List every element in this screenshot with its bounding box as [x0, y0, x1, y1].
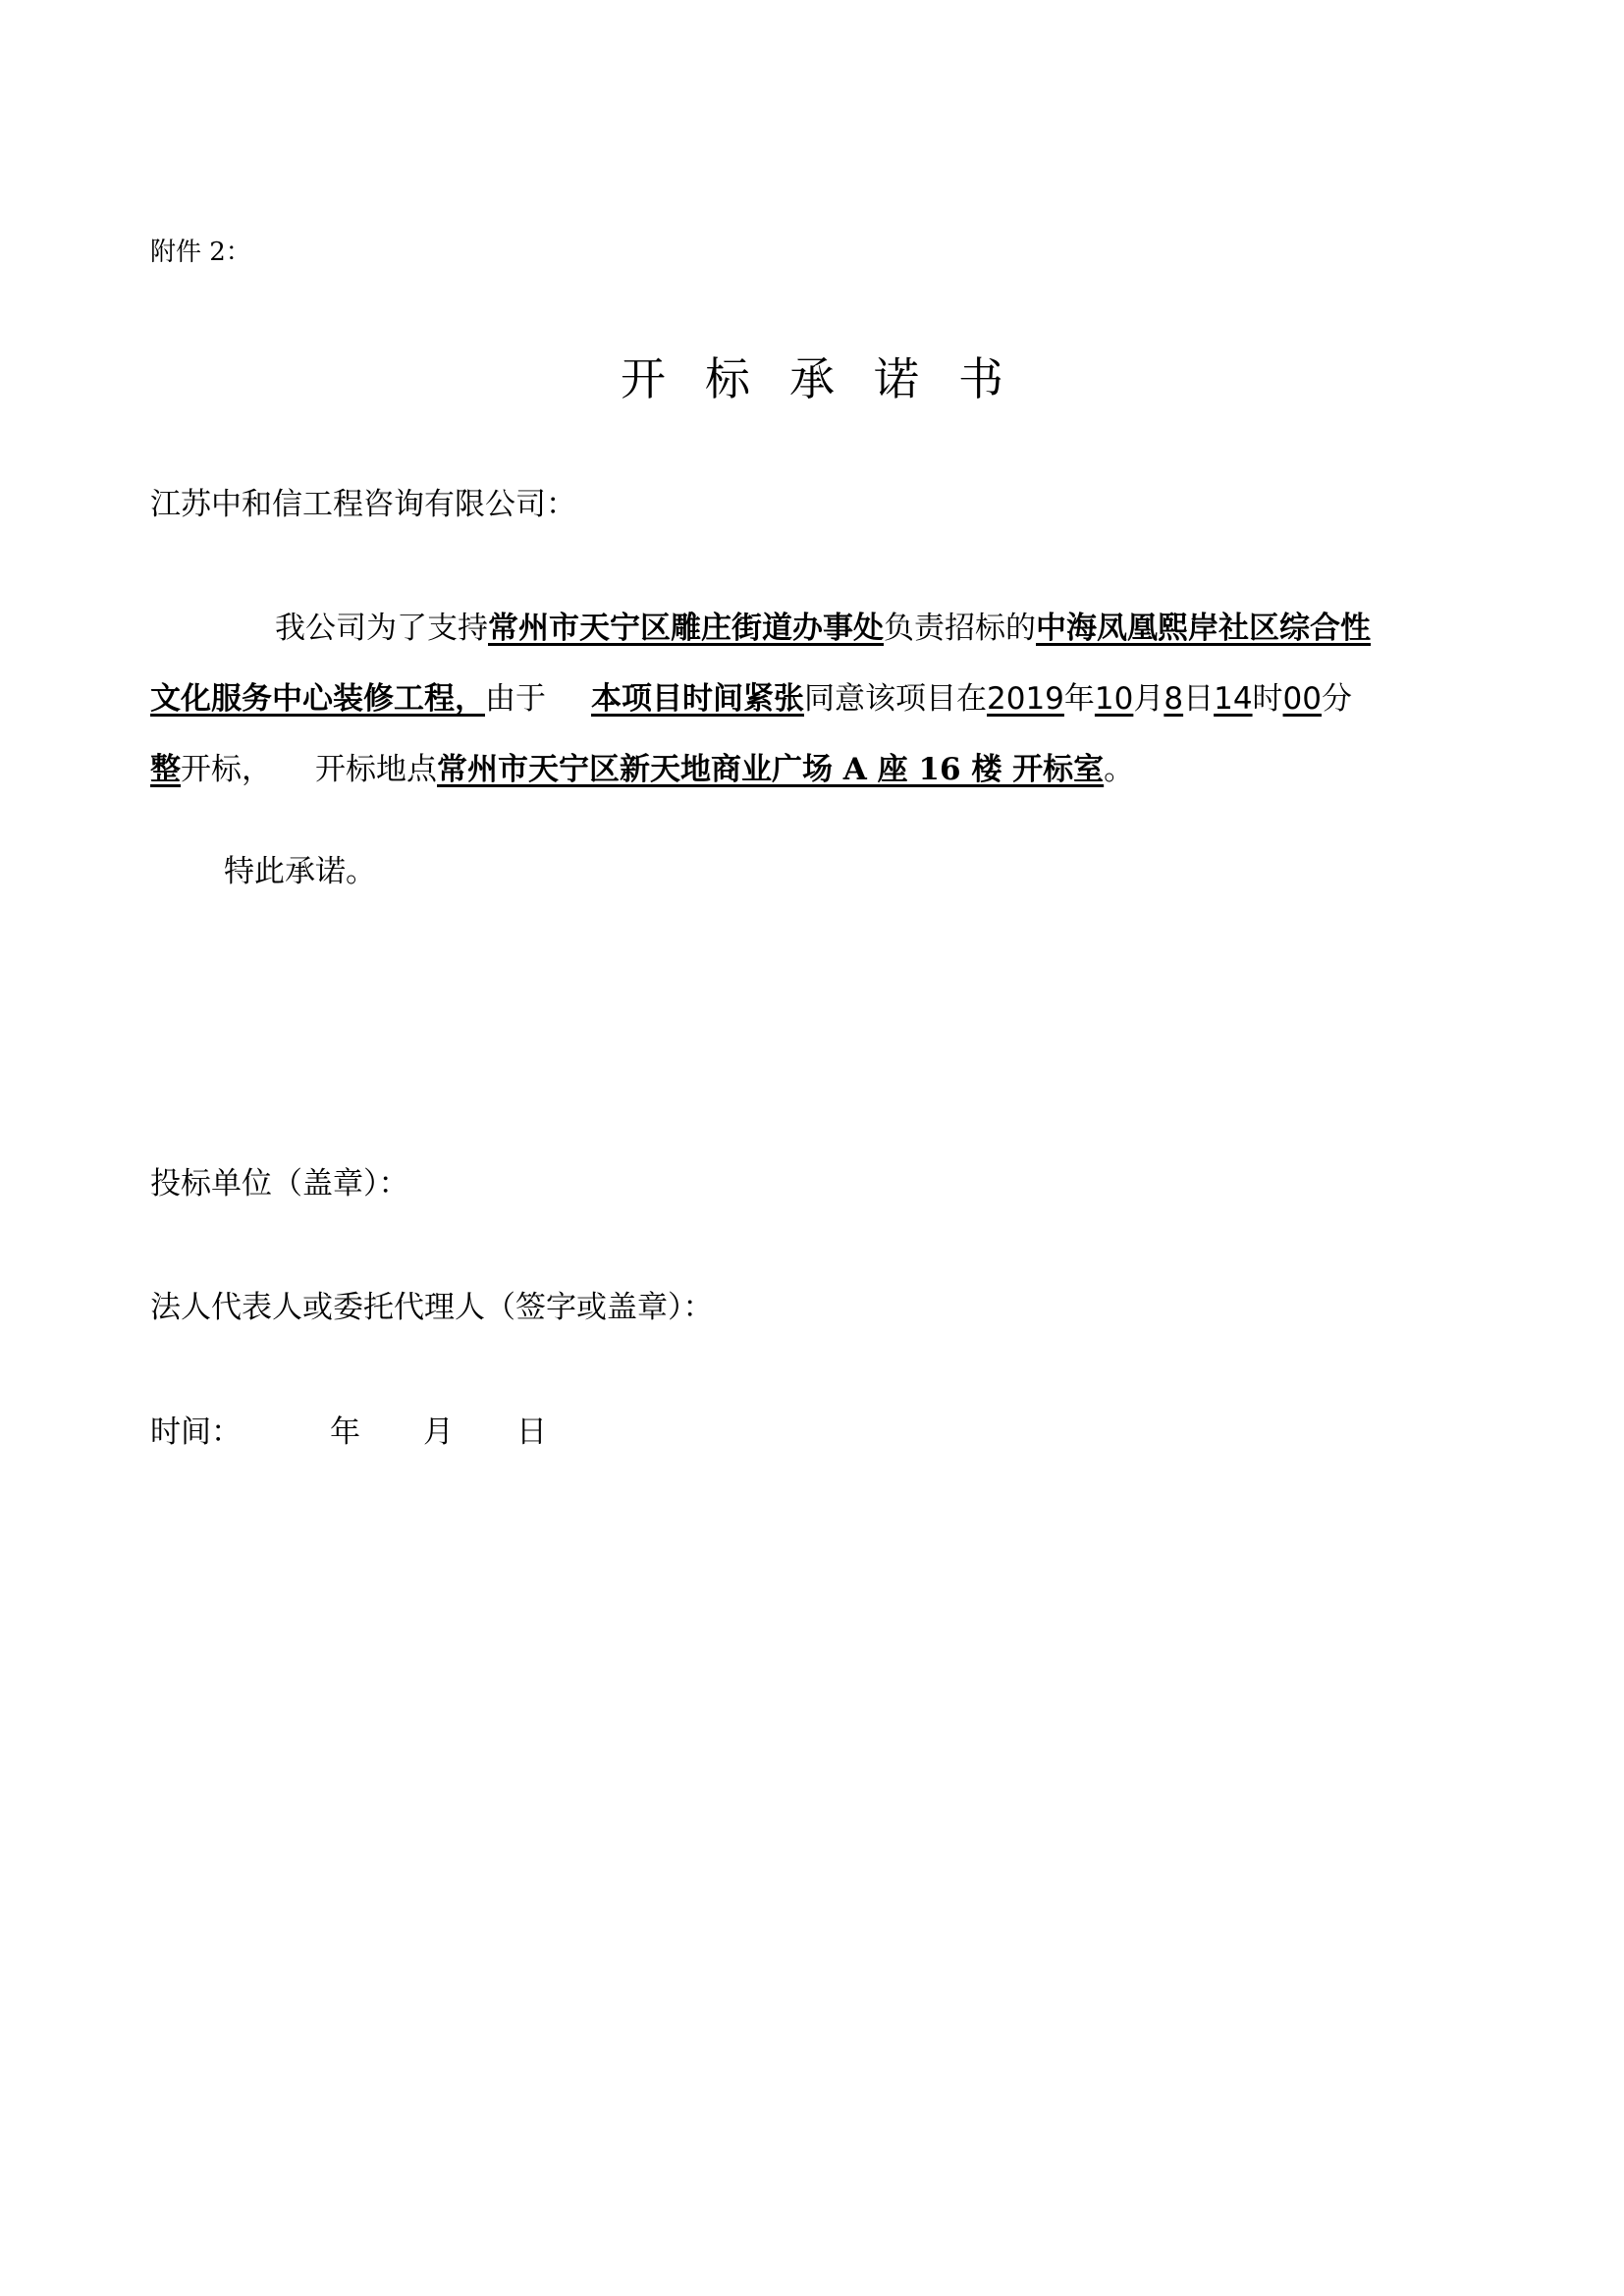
date-label: 时间：	[150, 1415, 242, 1450]
date-day: 日	[516, 1415, 547, 1450]
project-name-part2: 文化服务中心装修工程，	[150, 681, 485, 717]
body-text-open: 开标，	[181, 752, 272, 787]
date-month: 月	[423, 1415, 454, 1450]
body-line-1	[275, 603, 1371, 647]
body-text-period: 。	[1104, 752, 1135, 787]
reason: 本项目时间紧张	[591, 681, 804, 717]
day-unit: 日	[1183, 681, 1215, 717]
date-line	[150, 1407, 547, 1451]
year-unit: 年	[1063, 681, 1095, 717]
body-line-3	[150, 744, 1134, 788]
bidder-seal-label: 投标单位（盖章）：	[150, 1166, 409, 1201]
body-text-agree: 同意该项目在	[804, 681, 987, 717]
body-text-location-label: 开标地点	[315, 752, 437, 787]
month-unit: 月	[1133, 681, 1164, 717]
body-line-2	[150, 673, 1352, 718]
body-text-responsible: 负责招标的	[884, 611, 1036, 646]
open-year: 2019	[987, 681, 1064, 717]
representative-signature-label: 法人代表人或委托代理人（签字或盖章）：	[150, 1290, 714, 1325]
hour-unit: 时	[1252, 681, 1283, 717]
closing-statement: 特此承诺。	[224, 854, 376, 889]
open-location: 常州市天宁区新天地商业广场 A 座 16 楼 开标室	[437, 752, 1105, 787]
sharp-word: 整	[150, 752, 181, 787]
minute-unit: 分	[1322, 681, 1352, 717]
document-title: 开标承诺书	[621, 352, 1043, 405]
body-text-due-to: 由于	[485, 681, 546, 717]
open-month: 10	[1094, 681, 1134, 717]
attachment-label: 附件 2：	[150, 238, 251, 267]
tender-org: 常州市天宁区雕庄街道办事处	[488, 611, 884, 646]
addressee: 江苏中和信工程咨询有限公司：	[150, 487, 576, 522]
open-minute: 00	[1282, 681, 1322, 717]
body-text-intro: 我公司为了支持	[275, 611, 488, 646]
open-hour: 14	[1214, 681, 1253, 717]
date-year: 年	[330, 1415, 360, 1450]
open-day: 8	[1164, 681, 1184, 717]
project-name-part1: 中海凤凰熙岸社区综合性	[1036, 611, 1371, 646]
